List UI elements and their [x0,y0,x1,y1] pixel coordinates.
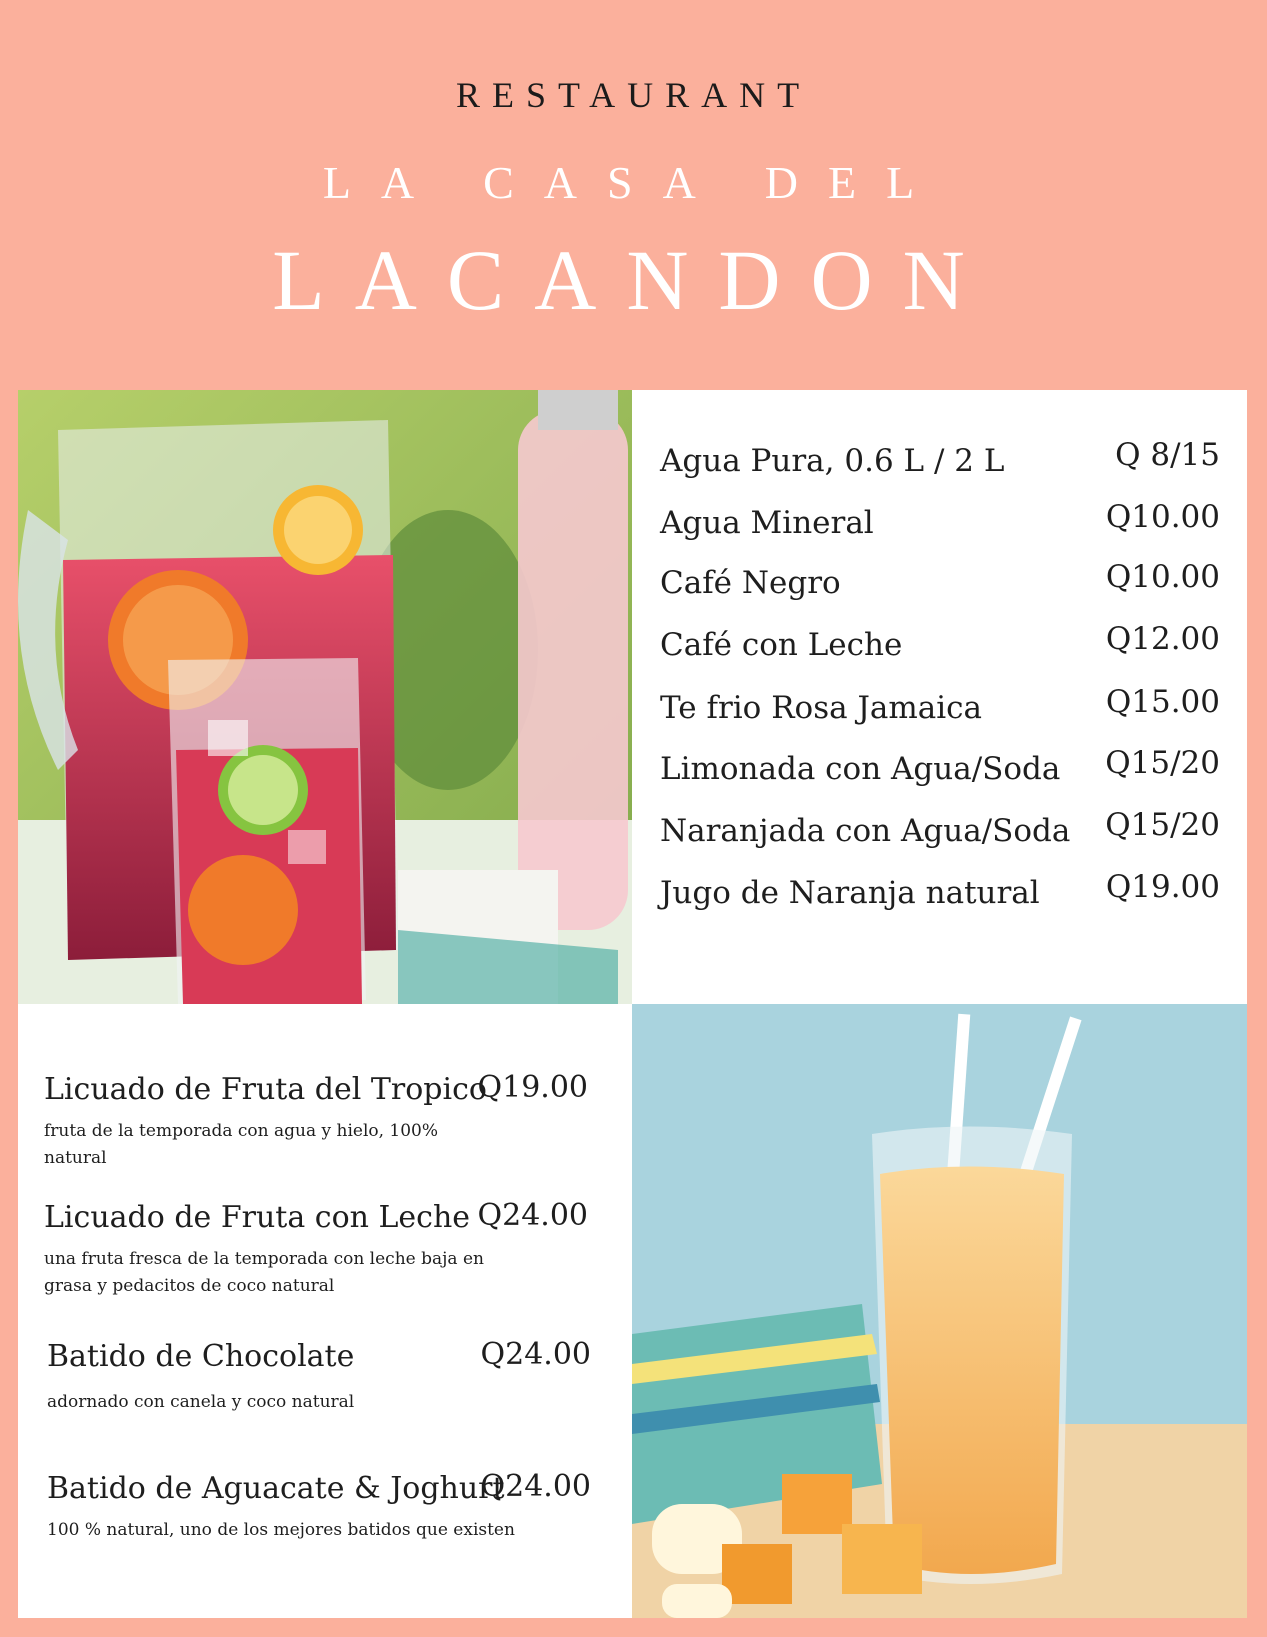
drinks-photo [18,390,632,1004]
list-item [660,559,1220,615]
list-item [660,745,1220,801]
shake-price: Q24.00 [480,1469,591,1504]
shake-name: Batido de Chocolate [47,1339,355,1374]
drinks-list [632,390,1247,1004]
drink-name: Café con Leche [660,627,903,663]
shake-description: 100 % natural, uno de los mejores batidos que existen [47,1520,515,1540]
list-item [660,499,1220,555]
list-item [660,807,1220,863]
drink-name: Naranjada con Agua/Soda [660,813,1071,849]
restaurant-label: RESTAURANT [455,75,812,115]
drink-name: Café Negro [660,565,841,601]
drink-name: Te frio Rosa Jamaica [660,690,982,726]
list-item [660,437,1220,493]
drink-name: Jugo de Naranja natural [660,875,1040,911]
shake-price: Q24.00 [480,1337,591,1372]
restaurant-name-line1: LA CASA DEL [322,157,945,208]
list-item [660,621,1220,677]
drink-price: Q 8/15 [1115,437,1220,473]
shake-description: una fruta fresca de la temporada con leche baja en grasa y pedacitos de coco natural [44,1249,484,1296]
shake-price: Q19.00 [477,1070,588,1105]
jamaica-pitcher-illustration [18,390,632,1004]
shake-name: Batido de Aguacate & Joghurt [47,1471,505,1506]
drink-name: Limonada con Agua/Soda [660,751,1061,787]
drink-price: Q10.00 [1105,499,1220,535]
drink-price: Q12.00 [1105,621,1220,657]
shake-description: adornado con canela y coco natural [47,1392,355,1412]
drink-name: Agua Mineral [660,505,874,541]
drink-price: Q15.00 [1105,684,1220,720]
drink-name: Agua Pura, 0.6 L / 2 L [660,443,1005,479]
smoothie-photo [632,1004,1247,1618]
drink-price: Q19.00 [1105,869,1220,905]
shake-description: fruta de la temporada con agua y hielo, 100% natural [44,1121,439,1168]
list-item [660,684,1220,740]
shake-price: Q24.00 [477,1198,588,1233]
restaurant-name-line2: LACANDON [272,232,995,328]
smoothie-illustration [632,1004,1247,1618]
shake-name: Licuado de Fruta con Leche [44,1200,471,1235]
shake-name: Licuado de Fruta del Tropico [44,1072,487,1107]
drink-price: Q15/20 [1105,745,1220,781]
menu-header [0,0,1267,380]
drink-price: Q10.00 [1105,559,1220,595]
shakes-list [18,1004,632,1618]
drink-price: Q15/20 [1105,807,1220,843]
list-item [660,869,1220,925]
